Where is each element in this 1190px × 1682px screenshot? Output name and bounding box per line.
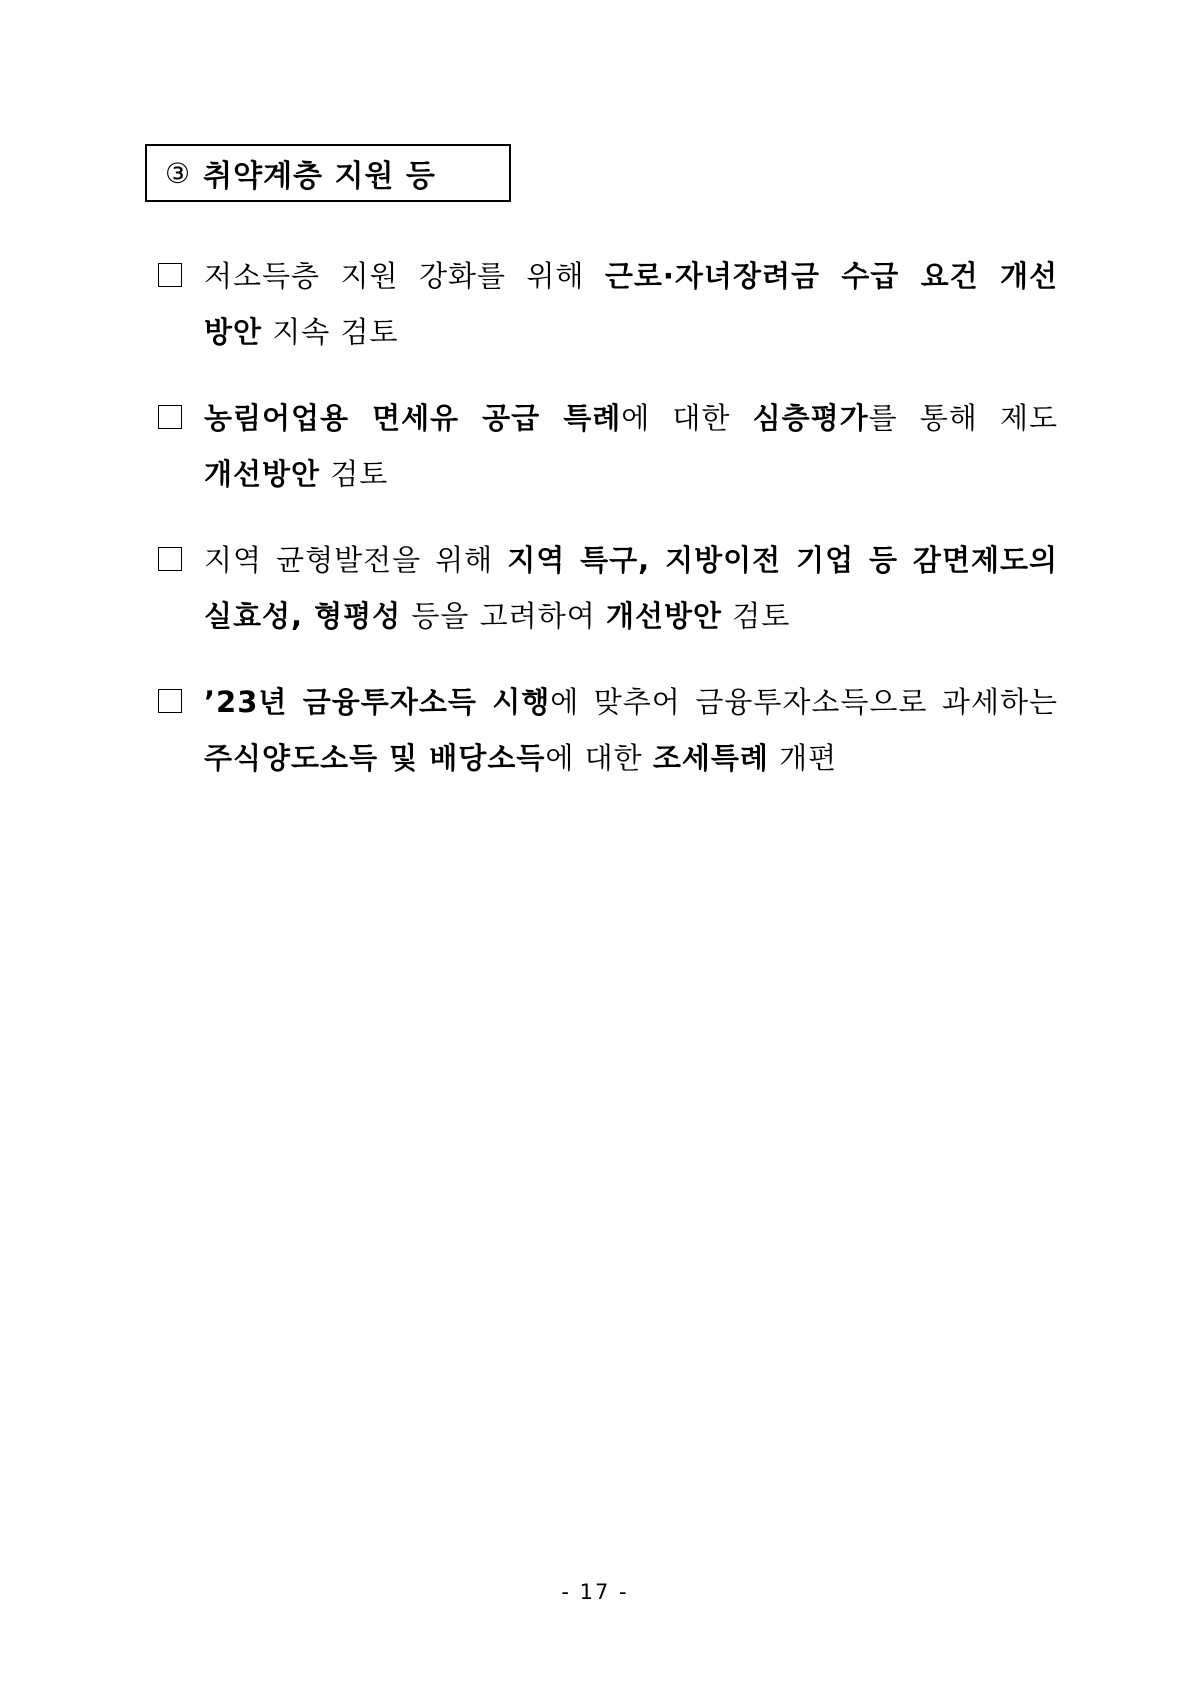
item-line <box>204 588 1058 644</box>
item-text: 개편 <box>768 741 838 775</box>
item-text-bold: 심층평가 <box>752 401 869 435</box>
list-item <box>158 390 1058 502</box>
checkbox-bullet-icon <box>158 405 182 429</box>
item-text-bold: 방안 <box>204 315 263 349</box>
item-text: 를 통해 제도 <box>868 401 1058 435</box>
section-number: ③ <box>165 156 192 190</box>
item-line <box>204 304 1058 360</box>
item-text: 지역 균형발전을 위해 <box>204 543 508 577</box>
item-text-bold: 개선방안 <box>204 457 321 491</box>
item-text: 등을 고려하여 <box>401 599 606 633</box>
section-title: 취약계층 지원 등 <box>203 159 436 194</box>
checkbox-bullet-icon <box>158 689 182 713</box>
item-text-bold: 지역 특구, 지방이전 기업 등 감면제도의 <box>507 543 1058 577</box>
list-item <box>158 248 1058 360</box>
list-item <box>158 674 1058 786</box>
item-line <box>204 674 1058 730</box>
item-line <box>204 248 1058 304</box>
item-text-bold: 농림어업용 면세유 공급 특례 <box>204 401 622 435</box>
item-text-bold: 개선방안 <box>605 599 723 633</box>
checkbox-bullet-icon <box>158 547 182 571</box>
item-text-bold: 근로·자녀장려금 수급 요건 개선 <box>604 259 1058 293</box>
item-line <box>204 446 1058 502</box>
item-text: 검토 <box>722 599 791 633</box>
item-text: 검토 <box>320 457 389 491</box>
list-item <box>158 532 1058 644</box>
page-number: - 17 - <box>561 1580 629 1604</box>
item-line <box>204 730 1058 786</box>
item-line <box>204 532 1058 588</box>
item-text-bold: 실효성, 형평성 <box>204 599 402 633</box>
checkbox-bullet-icon <box>158 263 182 287</box>
bullet-list <box>158 248 1058 816</box>
item-text: 저소득층 지원 강화를 위해 <box>204 259 605 293</box>
item-text-bold: ’23년 금융투자소득 시행 <box>204 685 551 719</box>
item-text: 에 대한 <box>545 741 653 775</box>
item-text: 에 맞추어 금융투자소득으로 과세하는 <box>550 685 1058 719</box>
item-text-bold: 조세특례 <box>652 741 769 775</box>
item-text-bold: 주식양도소득 및 배당소득 <box>204 741 546 775</box>
item-line <box>204 390 1058 446</box>
item-text: 지속 검토 <box>262 315 399 349</box>
section-heading-box <box>145 144 511 202</box>
item-text: 에 대한 <box>621 401 753 435</box>
